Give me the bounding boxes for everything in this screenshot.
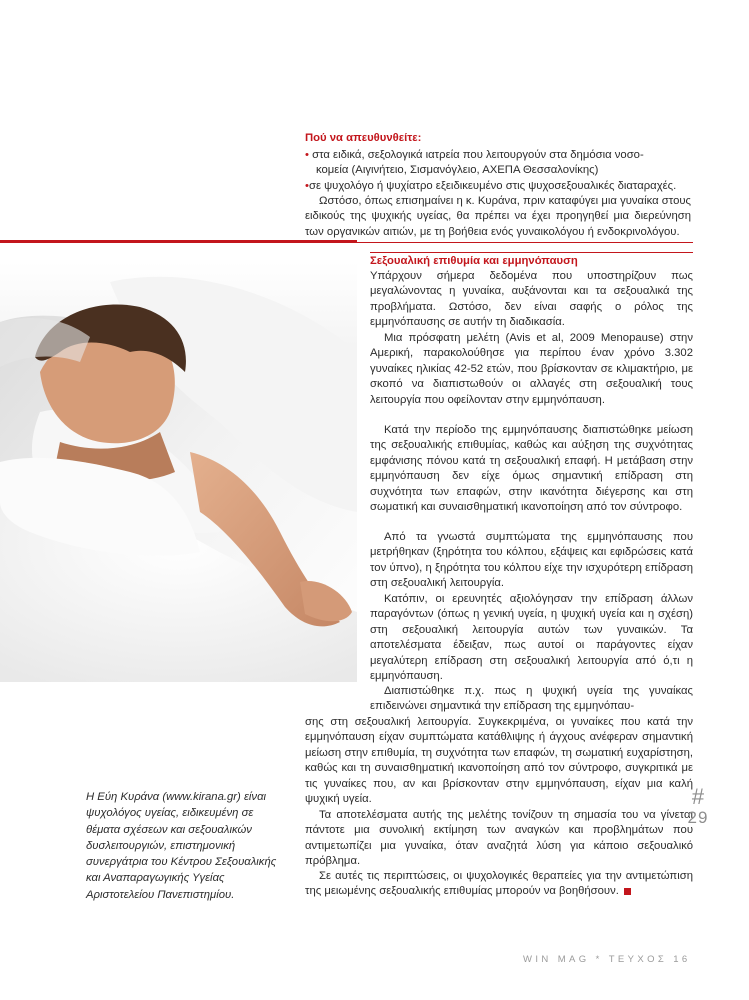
red-rule-left xyxy=(0,240,357,243)
end-mark-icon xyxy=(624,888,631,895)
section-paragraph-8 xyxy=(305,869,693,900)
sleeping-man-illustration xyxy=(0,262,357,682)
sleeping-man-photo xyxy=(0,262,357,682)
bullet-2-text: σε ψυχολόγο ή ψυχίατρο εξειδικευμένο στις ψυχοσεξουαλικές διαταραχές. xyxy=(308,180,677,192)
section-heading: Σεξουαλική επιθυμία και εμμηνόπαυση xyxy=(370,255,578,267)
section-paragraph-6-cont: σης στη σεξουαλική λειτουργία. Συγκεκριμένα, οι γυναίκες που κατά την εμμηνόπαυση είχαν συμπτώματα κατάθλιψης ή άγχους ανέφεραν σημαντική μείωση στην επιθυμία, τη συχνότητα των επαφών, τη σωματική ευχαρίστηση, καθώς και τη συναισθηματική ικανοποίηση από τον σύντροφο, συγκριτικά με τις γυναίκες που, αν και βρίσκονταν στην εμμηνόπαυση, είχαν μια καλή ψυχική υγεία. xyxy=(305,716,693,806)
page-number xyxy=(683,786,713,828)
page-hash: # xyxy=(691,784,705,809)
author-bio: Η Εύη Κυράνα (www.kirana.gr) είναι ψυχολόγος υγείας, ειδικευμένη σε θέματα σχέσεων και σεξουαλικών δυσλειτουργιών, επιστημονική συνεργάτρια του Κέντρου Σεξουαλικής και Αναπαραγωγικής Υγείας Αριστοτελείου Πανεπιστημίου. xyxy=(86,791,277,901)
section-paragraph-1: Υπάρχουν σήμερα δεδομένα που υποστηρίζουν πως μεγαλώνοντας η γυναίκα, αυξάνονται και τα σεξουαλικά της προβλήματα. Ωστόσο, δεν είναι σαφής ο ρόλος της εμμηνόπαυσης σε αυτήν τη διαδικασία. xyxy=(370,270,693,329)
section-paragraph-2: Μια πρόσφατη μελέτη (Avis et al, 2009 Menopause) στην Αμερική, παρακολούθησε για περίπου έναν χρόνο 3.302 γυναίκες ηλικίας 42-52 ετών, που βρίσκονταν σε κλιμακτήριο, με σκοπό να διαπιστωθούν οι αλλαγές στη σεξουαλική τους λειτουργία που οφείλονταν στην εμμηνόπαυση. xyxy=(370,332,693,406)
red-rule-right xyxy=(357,242,693,243)
section-paragraph-7: Τα αποτελέσματα αυτής της μελέτης τονίζουν τη σημασία του να γίνεται πάντοτε μια συνολική εκτίμηση των αναγκών και προβλημάτων που αντιμετωπίζει μια γυναίκα, όταν αναζητά λύση για κάποιο σεξουαλικό πρόβλημα. xyxy=(305,809,693,868)
bullet-dot-icon: • xyxy=(305,149,309,161)
where-to-go-bullet-2 xyxy=(305,179,691,194)
page-number-value: 29 xyxy=(687,808,709,827)
section-paragraph-5: Κατόπιν, οι ερευνητές αξιολόγησαν την επίδραση άλλων παραγόντων (όπως η γενική υγεία, η ψυχική υγεία και η σχέση) στη σεξουαλική λειτουργία αυτών των γυναικών. Τα αποτελέσματα έδειξαν, πως αυτοί οι παράγοντες είχαν μεγαλύτερη επίδραση στη σεξουαλική λειτουργία από ό,τι η εμμηνόπαυση. xyxy=(370,593,693,683)
section-heading-rule xyxy=(370,252,693,253)
where-to-go-bullet-1-cont: κομεία (Αιγινήτειο, Σισμανόγλειο, ΑΧΕΠΑ Θεσσαλονίκης) xyxy=(316,164,599,176)
bullet-dot-icon: • xyxy=(305,180,309,192)
bullet-1-text: στα ειδικά, σεξολογικά ιατρεία που λειτουργούν στα δημόσια νοσο- xyxy=(312,149,644,161)
section-paragraph-6-start: Διαπιστώθηκε π.χ. πως η ψυχική υγεία της γυναίκας επιδεινώνει σημαντικά την επίδραση της εμμηνόπαυ- xyxy=(370,685,693,713)
magazine-footer: WIN MAG * ΤΕΥΧΟΣ 16 xyxy=(523,954,691,965)
where-to-go-paragraph: Ωστόσο, όπως επισημαίνει η κ. Κυράνα, πριν καταφύγει μια γυναίκα στους ειδικούς της ψυχικής υγείας, θα πρέπει να έχει προηγηθεί μια διερεύνηση των οργανικών αιτιών, με τη βοήθεια ενός γυναικολόγου ή ενδοκρινολόγου. xyxy=(305,195,691,238)
where-to-go-heading: Πού να απευθυνθείτε: xyxy=(305,132,422,144)
section-paragraph-3: Κατά την περίοδο της εμμηνόπαυσης διαπιστώθηκε μείωση της σεξουαλικής επιθυμίας, καθώς και αύξηση της συχνότητας εμφάνισης πόνου κατά τη σεξουαλική επαφή. Η μετάβαση στην εμμηνόπαυση δεν είχε όμως σημαντική επίδραση στη συχνότητα των επαφών, στην ικανότητα διέγερσης και στη σωματική και συναισθηματική ικανοποίηση από τον σύντροφο. xyxy=(370,424,693,514)
section-paragraph-8-text: Σε αυτές τις περιπτώσεις, οι ψυχολογικές θεραπείες για την αντιμετώπιση της μειωμένης σεξουαλικής επιθυμίας μπορούν να βοηθήσουν. xyxy=(305,870,693,898)
section-paragraph-4: Από τα γνωστά συμπτώματα της εμμηνόπαυσης που μετρήθηκαν (ξηρότητα του κόλπου, εξάψεις και εφιδρώσεις κατά τον ύπνο), η ξηρότητα του κόλπου είχε την ισχυρότερη επίδραση στη σεξουαλική λειτουργία. xyxy=(370,531,693,590)
where-to-go-bullet-1 xyxy=(305,148,689,163)
